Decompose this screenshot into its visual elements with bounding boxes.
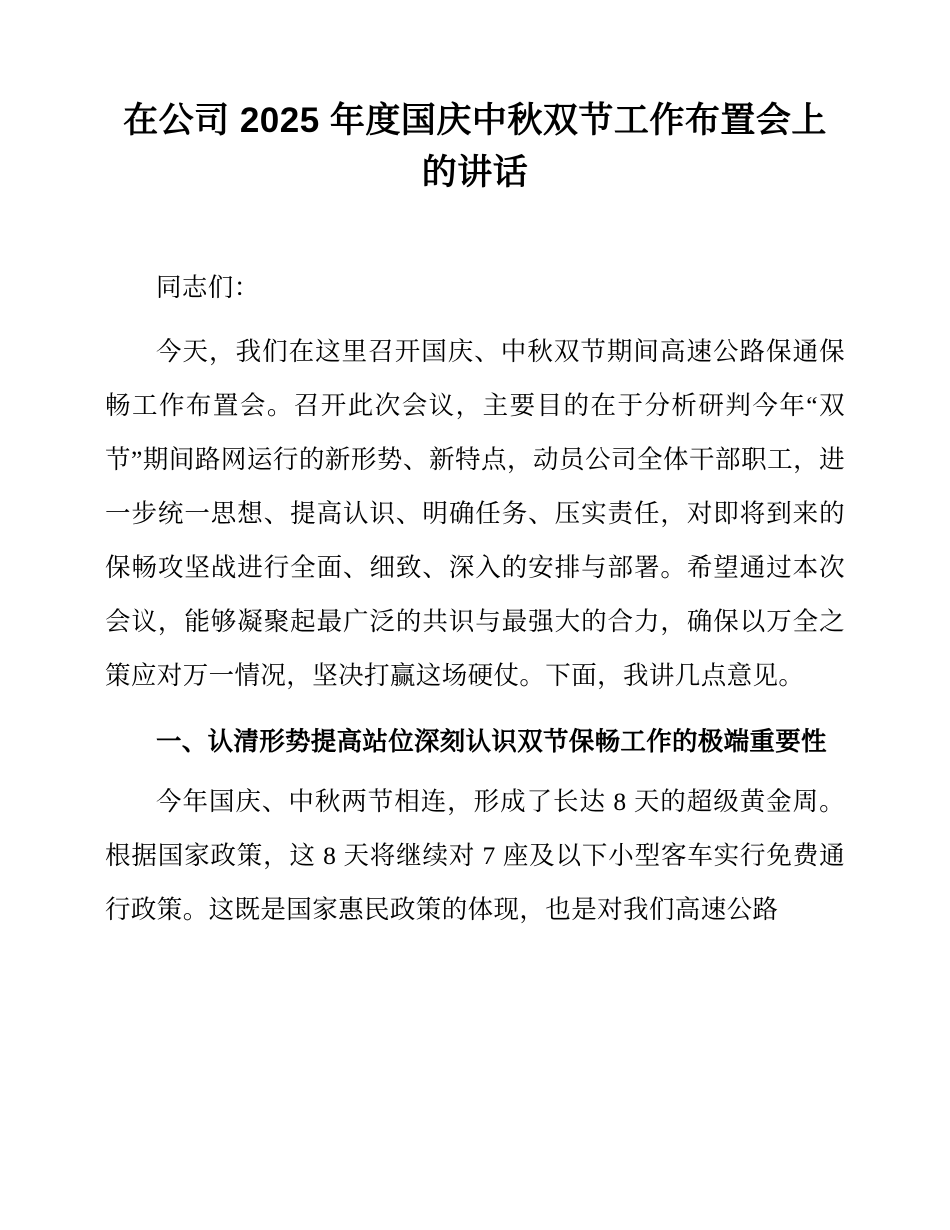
paragraph-section-1: 今年国庆、中秋两节相连，形成了长达 8 天的超级黄金周。根据国家政策，这 8 天将继续对 7 座及以下小型客车实行免费通行政策。这既是国家惠民政策的体现，也是对我们高速公路 — [105, 787, 845, 924]
section-heading-1: 一、认清形势提高站位深刻认识双节保畅工作的极端重要性 — [156, 728, 827, 756]
paragraph-intro: 今天，我们在这里召开国庆、中秋双节期间高速公路保通保畅工作布置会。召开此次会议，主要目的在于分析研判今年“双节”期间路网运行的新形势、新特点，动员公司全体干部职工，进一步统一思想、提高认识、明确任务、压实责任，对即将到来的保畅攻坚战进行全面、细致、深入的安排与部署。希望通过本次会议，能够凝聚起最广泛的共识与最强大的合力，确保以万全之策应对万一情况，坚决打赢这场硬仗。下面，我讲几点意见。 — [105, 337, 845, 690]
document-body — [105, 261, 845, 937]
salutation: 同志们： — [156, 273, 260, 302]
page-title: 在公司 2025 年度国庆中秋双节工作布置会上的讲话 — [123, 101, 827, 192]
